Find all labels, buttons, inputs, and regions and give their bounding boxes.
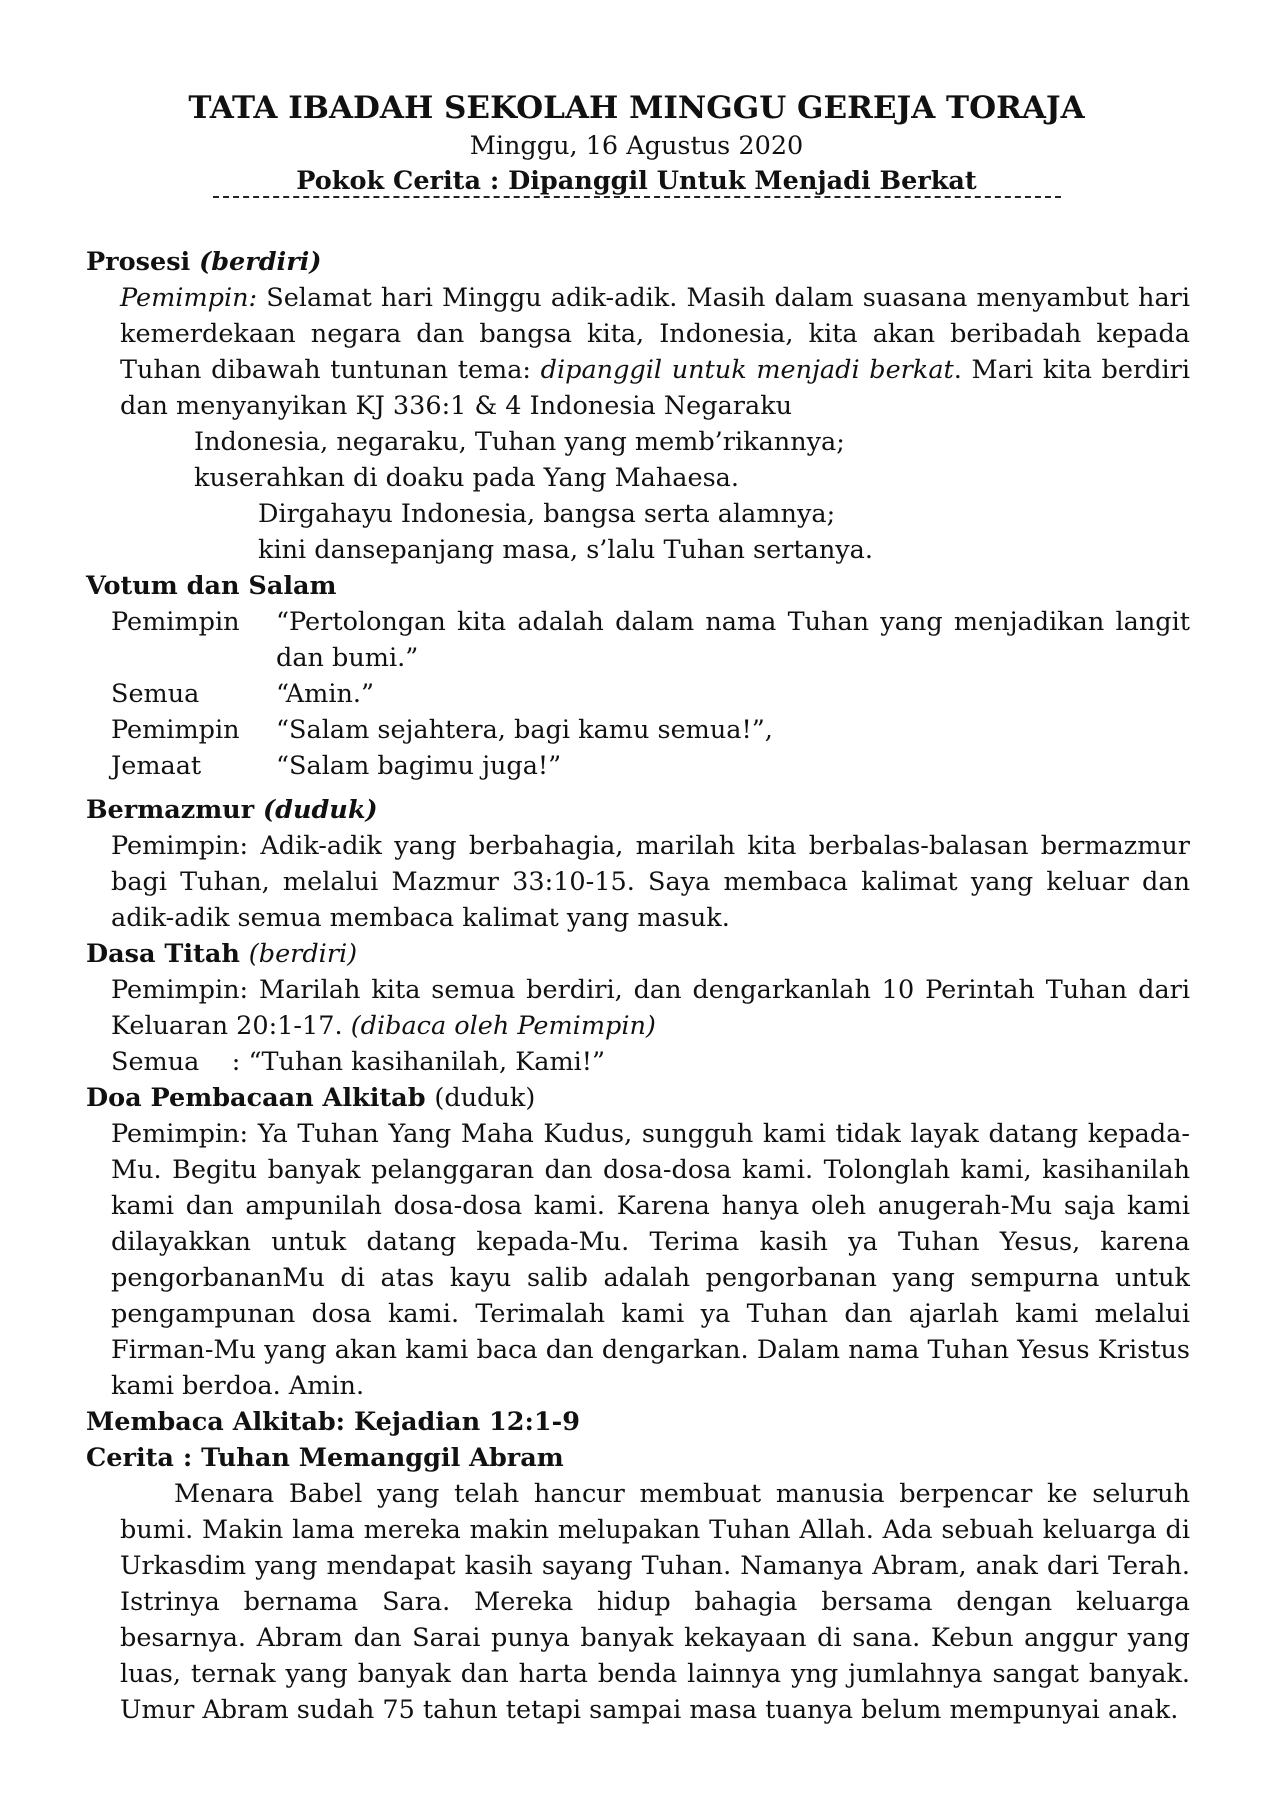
dialogue-text: “Amin.” bbox=[276, 679, 375, 709]
section-note: (berdiri) bbox=[248, 939, 358, 969]
story-theme: Pokok Cerita : Dipanggil Untuk Menjadi Berkat bbox=[296, 166, 977, 196]
speaker-label: Semua bbox=[111, 679, 200, 709]
song-line: kini dansepanjang masa, s’lalu Tuhan sertanya. bbox=[258, 535, 873, 565]
dasa-titah-text: Pemimpin: Marilah kita semua berdiri, dan dengarkanlah 10 Perintah Tuhan dari Keluaran 20:1-17. (dibaca oleh Pemimpin) bbox=[111, 975, 1190, 1041]
theme-text: dipanggil untuk menjadi berkat bbox=[540, 355, 954, 385]
bermazmur-text: Pemimpin: Adik-adik yang berbahagia, marilah kita berbalas-balasan bermazmur bagi Tuhan, melalui Mazmur 33:10-15. Saya membaca kalimat yang keluar dan adik-adik semua membaca kalimat yang masuk. bbox=[111, 831, 1190, 933]
dialogue-row bbox=[86, 604, 1190, 676]
dasa-titah-response: Semua : “Tuhan kasihanilah, Kami!” bbox=[111, 1047, 606, 1077]
document-title: TATA IBADAH SEKOLAH MINGGU GEREJA TORAJA bbox=[188, 90, 1085, 126]
dialogue-text: “Salam sejahtera, bagi kamu semua!”, bbox=[276, 715, 773, 745]
song-line: Indonesia, negaraku, Tuhan yang memb’rikannya; bbox=[194, 427, 845, 457]
doa-text: Pemimpin: Ya Tuhan Yang Maha Kudus, sungguh kami tidak layak datang kepada-Mu. Begitu banyak pelanggaran dan dosa-dosa kami. Tolonglah kami, kasihanilah kami dan ampunilah dosa-dosa kami. Karena hanya oleh anugerah-Mu saja kami dilayakkan untuk datang kepada-Mu. Terima kasih ya Tuhan Yesus, karena pengorbananMu di atas kayu salib adalah pengorbanan yang sempurna untuk pengampunan dosa kami. Terimalah kami ya Tuhan dan ajarlah kami melalui Firman-Mu yang akan kami baca dan dengarkan. Dalam nama Tuhan Yesus Kristus kami berdoa. Amin. bbox=[111, 1119, 1190, 1401]
dialogue-row bbox=[86, 676, 1190, 712]
liturgy-content bbox=[86, 244, 1190, 1728]
section-note: (berdiri) bbox=[199, 247, 322, 277]
dashed-divider bbox=[213, 196, 1061, 198]
section-heading-doa: Doa Pembacaan Alkitab (duduk) bbox=[86, 1083, 536, 1113]
story-text: Menara Babel yang telah hancur membuat manusia berpencar ke seluruh bumi. Makin lama mereka makin melupakan Tuhan Allah. Ada sebuah keluarga di Urkasdim yang mendapat kasih sayang Tuhan. Namanya Abram, anak dari Terah. Istrinya bernama Sara. Mereka hidup bahagia bersama dengan keluarga besarnya. Abram dan Sarai punya banyak kekayaan di sana. Kebun anggur yang luas, ternak yang banyak dan harta benda lainnya yng jumlahnya sangat banyak. Umur Abram sudah 75 tahun tetapi sampai masa tuanya belum mempunyai anak. bbox=[120, 1479, 1190, 1725]
reading-note: (dibaca oleh Pemimpin) bbox=[350, 1011, 656, 1041]
service-date: Minggu, 16 Agustus 2020 bbox=[469, 131, 804, 161]
leader-label: Pemimpin: bbox=[120, 283, 258, 313]
section-heading-bermazmur: Bermazmur (duduk) bbox=[86, 795, 378, 825]
section-heading-votum: Votum dan Salam bbox=[86, 571, 337, 601]
dialogue-text: “Pertolongan kita adalah dalam nama Tuhan yang menjadikan langit dan bumi.” bbox=[276, 607, 1190, 673]
speaker-label: Pemimpin bbox=[111, 715, 240, 745]
dialogue-row bbox=[86, 712, 1190, 748]
section-note: (duduk) bbox=[434, 1083, 536, 1113]
document-header bbox=[0, 88, 1273, 198]
speaker-label: Pemimpin bbox=[111, 607, 240, 637]
dialogue-text: “Salam bagimu juga!” bbox=[276, 751, 562, 781]
dialogue-row bbox=[86, 748, 1190, 784]
section-heading-dasa-titah: Dasa Titah (berdiri) bbox=[86, 939, 358, 969]
section-heading-prosesi: Prosesi (berdiri) bbox=[86, 247, 322, 277]
song-line: kuserahkan di doaku pada Yang Mahaesa. bbox=[194, 463, 739, 493]
section-heading-membaca: Membaca Alkitab: Kejadian 12:1-9 bbox=[86, 1407, 580, 1437]
song-line: Dirgahayu Indonesia, bangsa serta alamnya; bbox=[258, 499, 836, 529]
speaker-label: Jemaat bbox=[111, 751, 202, 781]
prosesi-text: Pemimpin: Selamat hari Minggu adik-adik. Masih dalam suasana menyambut hari kemerdekaan negara dan bangsa kita, Indonesia, kita akan beribadah kepada Tuhan dibawah tuntunan tema: dipanggil untuk menjadi berkat. Mari kita berdiri dan menyanyikan KJ 336:1 & 4 Indonesia Negaraku bbox=[120, 283, 1190, 421]
section-note: (duduk) bbox=[263, 795, 378, 825]
section-heading-cerita: Cerita : Tuhan Memanggil Abram bbox=[86, 1443, 564, 1473]
